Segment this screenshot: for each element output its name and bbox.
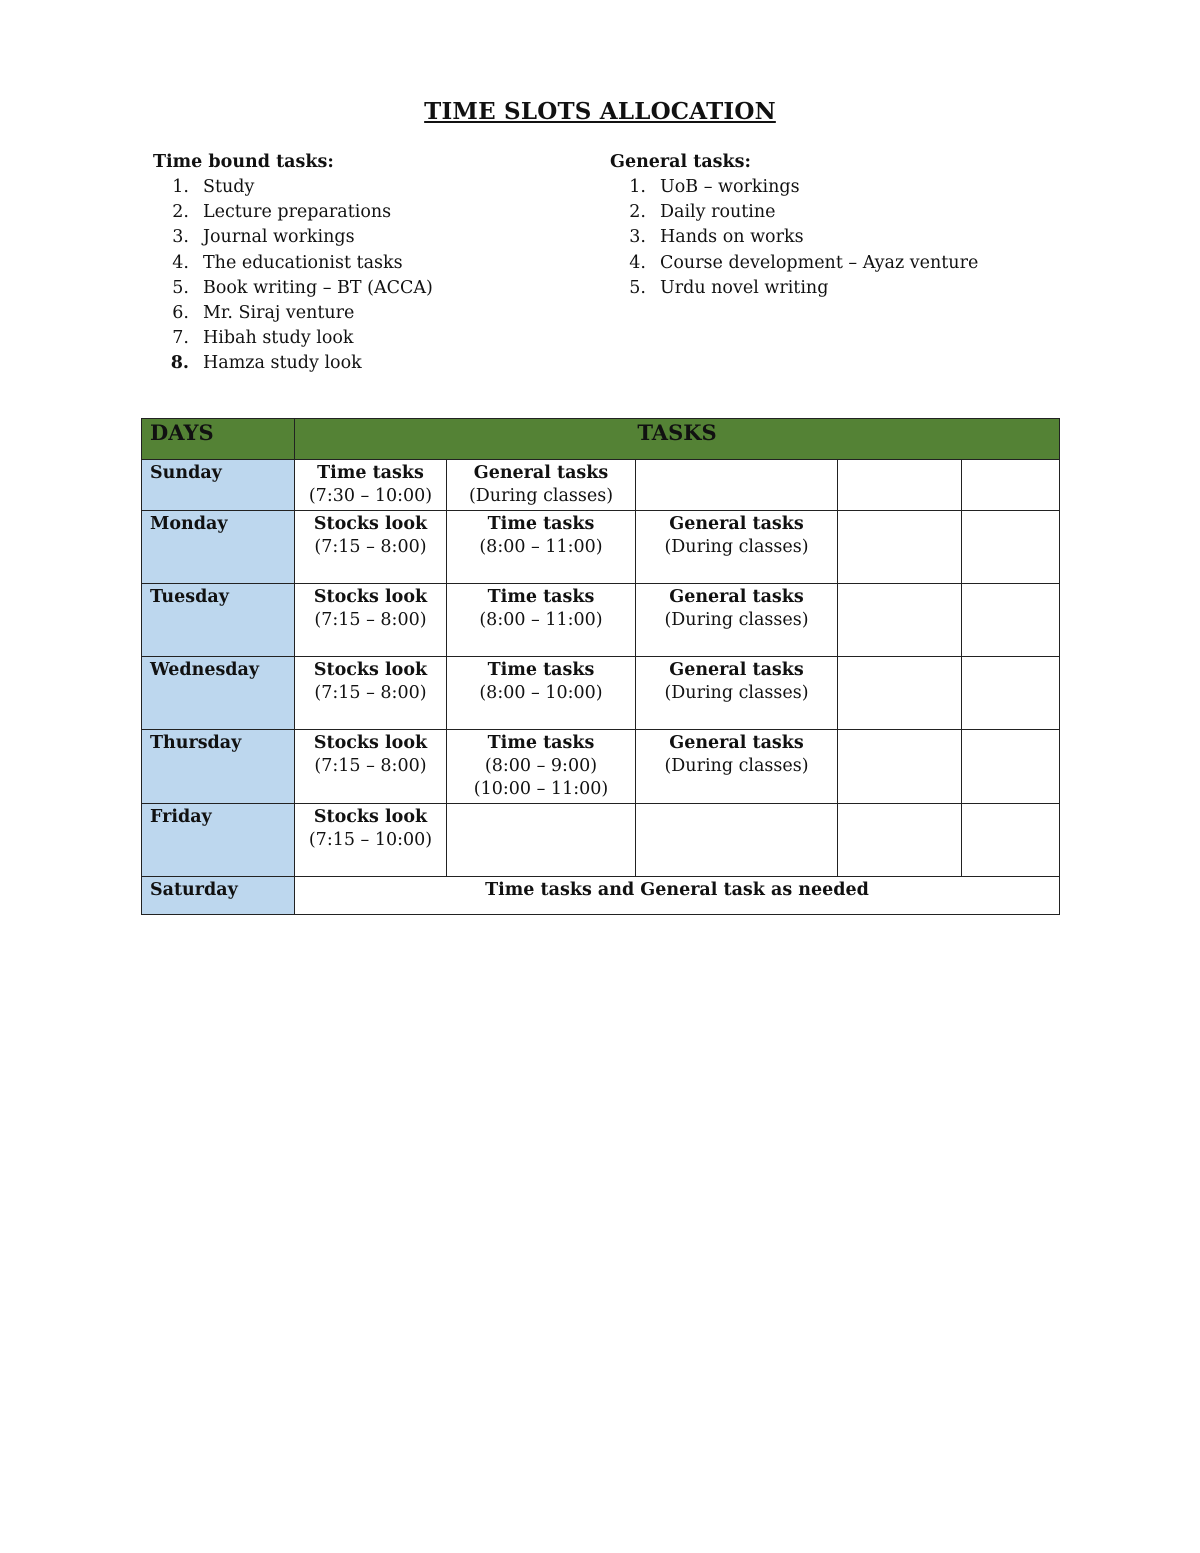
general-heading: General tasks:: [610, 152, 751, 172]
list-item: 8. Hamza study look: [170, 353, 362, 374]
list-item: 3. Journal workings: [172, 227, 355, 248]
empty-cell: [838, 584, 962, 657]
empty-cell: [447, 804, 636, 877]
task-cell: General tasks (During classes): [636, 657, 838, 730]
tasks-header: TASKS: [295, 419, 1060, 460]
schedule-table: [141, 418, 1060, 915]
list-item: 5. Urdu novel writing: [629, 277, 829, 298]
time-bound-tasks-section: [153, 150, 433, 377]
day-cell: Thursday: [142, 730, 295, 804]
day-cell: Tuesday: [142, 584, 295, 657]
empty-cell: [962, 657, 1060, 730]
empty-cell: [962, 511, 1060, 584]
task-cell: General tasks (During classes): [636, 584, 838, 657]
task-cell: General tasks (During classes): [636, 730, 838, 804]
task-cell: Stocks look (7:15 – 8:00): [295, 730, 447, 804]
task-cell: Time tasks (8:00 – 9:00) (10:00 – 11:00): [447, 730, 636, 804]
task-cell: Stocks look (7:15 – 8:00): [295, 584, 447, 657]
task-cell: Stocks look (7:15 – 8:00): [295, 511, 447, 584]
saturday-tasks-cell: Time tasks and General task as needed: [295, 877, 1060, 915]
day-cell: Monday: [142, 511, 295, 584]
list-item: 4. The educationist tasks: [172, 252, 403, 273]
table-row: [142, 460, 1060, 511]
list-item: 4. Course development – Ayaz venture: [629, 252, 979, 273]
list-item: 1. Study: [172, 177, 255, 197]
empty-cell: [838, 511, 962, 584]
day-cell: Friday: [142, 804, 295, 877]
list-item: 5. Book writing – BT (ACCA): [172, 277, 433, 298]
list-item: 7. Hibah study look: [172, 328, 354, 349]
empty-cell: [636, 804, 838, 877]
list-item: 3. Hands on works: [629, 227, 804, 248]
table-row: [142, 804, 1060, 877]
empty-cell: [838, 730, 962, 804]
task-cell: Time tasks (8:00 – 11:00): [447, 511, 636, 584]
table-row: [142, 511, 1060, 584]
task-cell: Time tasks (7:30 – 10:00): [295, 460, 447, 511]
empty-cell: [962, 584, 1060, 657]
general-tasks-section: [610, 150, 978, 301]
empty-cell: [962, 460, 1060, 511]
empty-cell: [636, 460, 838, 511]
empty-cell: [838, 804, 962, 877]
table-row: [142, 584, 1060, 657]
task-cell: General tasks (During classes): [636, 511, 838, 584]
day-cell: Sunday: [142, 460, 295, 511]
empty-cell: [962, 804, 1060, 877]
day-cell: Saturday: [142, 877, 295, 915]
general-list: [610, 175, 978, 301]
table-row: [142, 877, 1060, 915]
task-cell: General tasks (During classes): [447, 460, 636, 511]
table-row: [142, 657, 1060, 730]
table-row: [142, 730, 1060, 804]
days-header: DAYS: [142, 419, 295, 460]
task-cell: Stocks look (7:15 – 10:00): [295, 804, 447, 877]
time-bound-heading: Time bound tasks:: [153, 152, 334, 172]
empty-cell: [962, 730, 1060, 804]
list-item: 2. Lecture preparations: [172, 202, 392, 223]
empty-cell: [838, 460, 962, 511]
task-cell: Time tasks (8:00 – 10:00): [447, 657, 636, 730]
list-item: 2. Daily routine: [629, 202, 776, 223]
task-cell: Stocks look (7:15 – 8:00): [295, 657, 447, 730]
page-title: TIME SLOTS ALLOCATION: [424, 98, 776, 125]
list-item: 6. Mr. Siraj venture: [172, 303, 355, 324]
day-cell: Wednesday: [142, 657, 295, 730]
list-item: 1. UoB – workings: [629, 177, 800, 197]
empty-cell: [838, 657, 962, 730]
task-cell: Time tasks (8:00 – 11:00): [447, 584, 636, 657]
time-bound-list: [153, 175, 433, 377]
